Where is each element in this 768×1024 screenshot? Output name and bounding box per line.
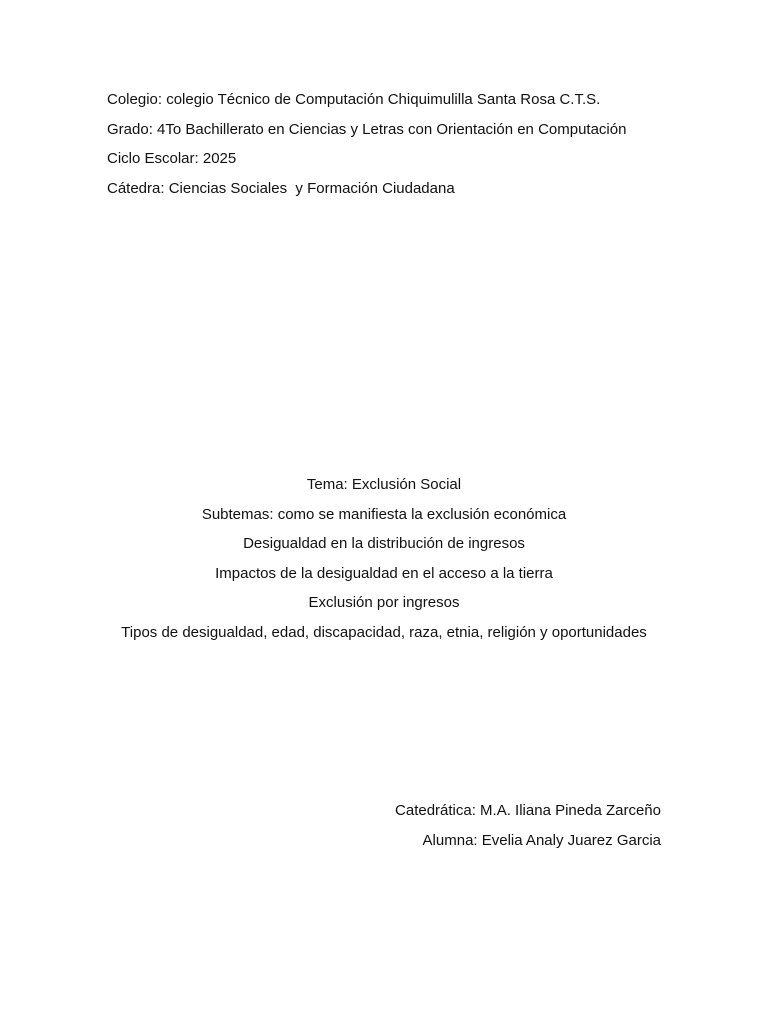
teacher-line: Catedrática: M.A. Iliana Pineda Zarceño xyxy=(395,802,661,819)
topic-section xyxy=(84,476,684,654)
school-line: Colegio: colegio Técnico de Computación Chiquimulilla Santa Rosa C.T.S. xyxy=(107,91,601,108)
course-line: Cátedra: Ciencias Sociales y Formación Ciudadana xyxy=(107,180,455,198)
subtopic-line: Exclusión por ingresos xyxy=(308,594,460,612)
student-line: Alumna: Evelia Analy Juarez Garcia xyxy=(422,831,661,849)
subtopic-line: Subtemas: como se manifiesta la exclusión económica xyxy=(201,505,567,523)
topic-title: Tema: Exclusión Social xyxy=(306,476,462,493)
subtopic-line: Tipos de desigualdad, edad, discapacidad, raza, etnia, religión y oportunidades xyxy=(121,623,647,641)
subtopic-line: Impactos de la desigualdad en el acceso a la tierra xyxy=(215,564,553,582)
school-year-line: Ciclo Escolar: 2025 xyxy=(107,150,237,168)
subtopic-line: Desigualdad en la distribución de ingresos xyxy=(243,535,525,553)
signature-section xyxy=(300,802,661,861)
header-info xyxy=(107,91,727,210)
grade-line: Grado: 4To Bachillerato en Ciencias y Letras con Orientación en Computación xyxy=(107,120,627,138)
